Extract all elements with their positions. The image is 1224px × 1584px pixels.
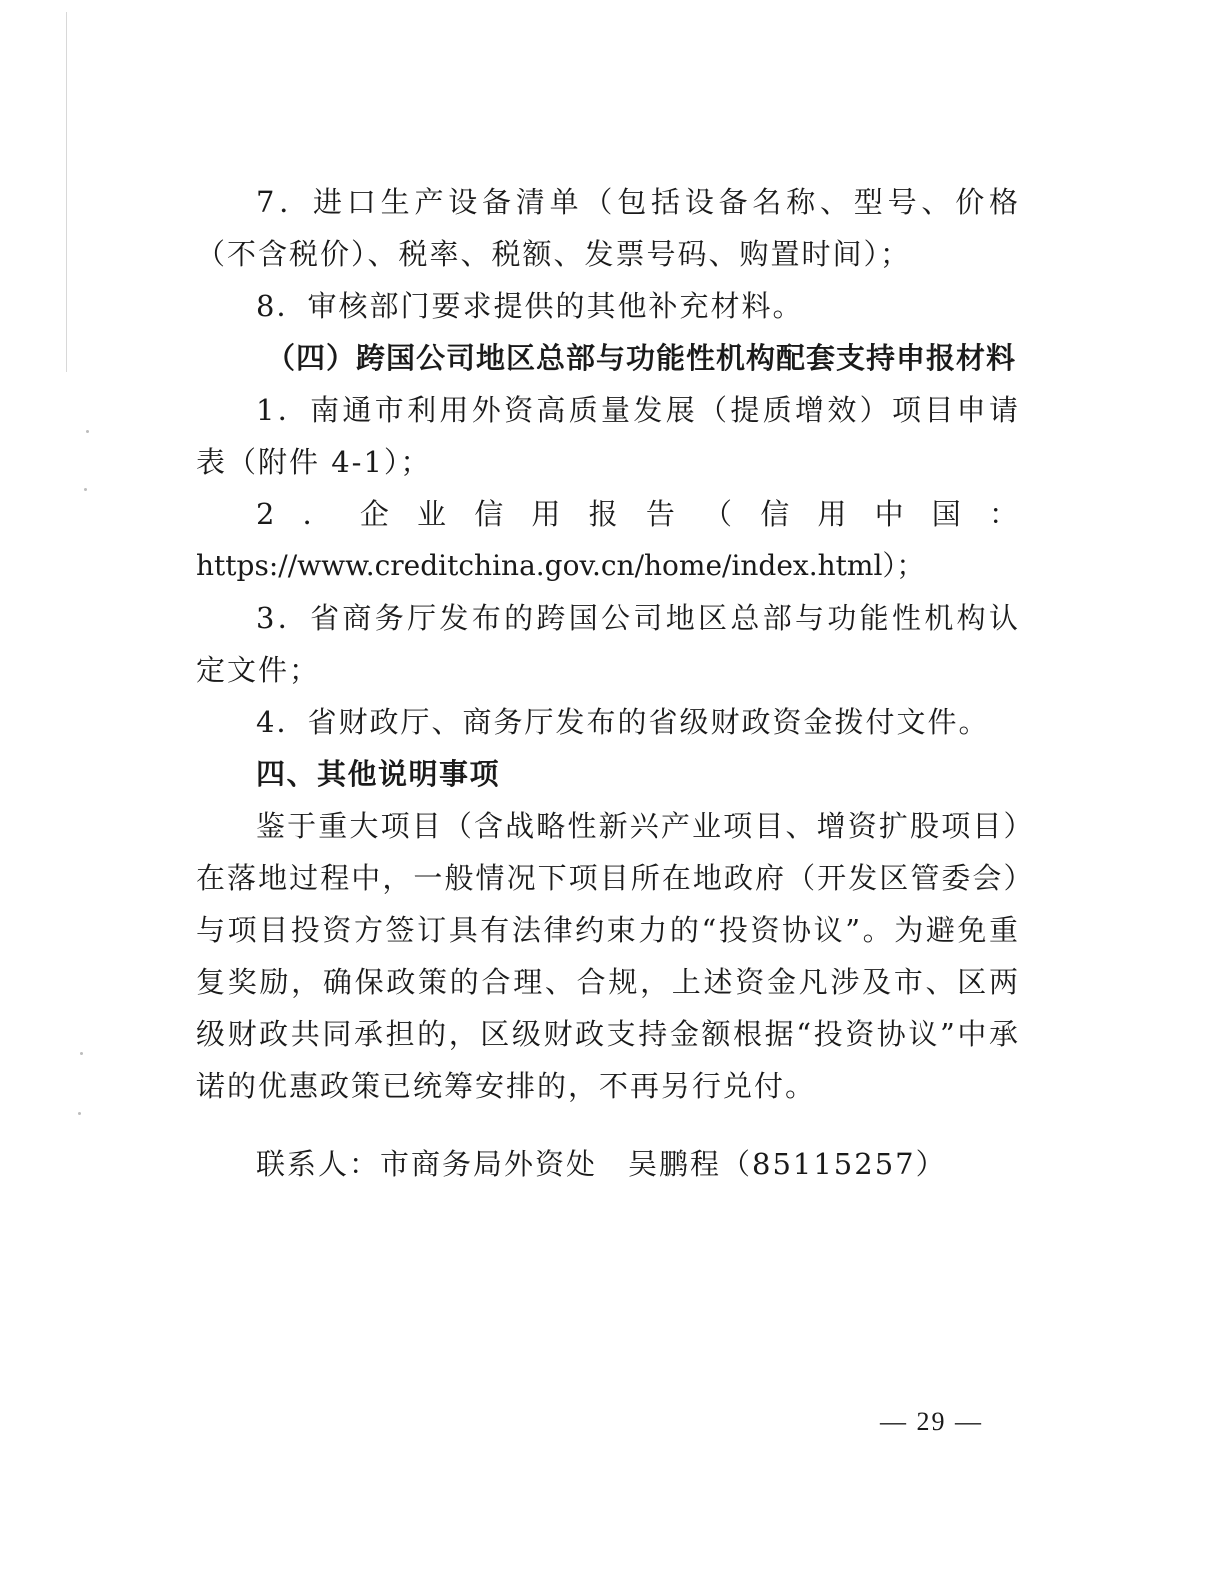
list-item-3: 3．省商务厅发布的跨国公司地区总部与功能性机构认定文件； xyxy=(196,601,1020,687)
contact-line: 联系人：市商务局外资处 吴鹏程（85115257） xyxy=(256,1147,947,1181)
list-item-1: 1．南通市利用外资高质量发展（提质增效）项目申请表（附件 4-1）； xyxy=(196,393,1020,479)
credit-report-url: https://www.creditchina.gov.cn/home/index.html）； xyxy=(196,549,925,582)
notes-paragraph: 鉴于重大项目（含战略性新兴产业项目、增资扩股项目）在落地过程中，一般情况下项目所在地政府（开发区管委会）与项目投资方签订具有法律约束力的“投资协议”。为避免重复奖励，确保政策的合理、合规，上述资金凡涉及市、区两级财政共同承担的，区级财政支持金额根据“投资协议”中承诺的优惠政策已统筹安排的，不再另行兑付。 xyxy=(196,809,1020,1103)
list-item-2: 2．企业信用报告（信用中国： xyxy=(256,497,1020,531)
list-item-8: 8．审核部门要求提供的其他补充材料。 xyxy=(256,289,804,323)
scan-speck xyxy=(84,488,87,491)
section-heading-4: （四）跨国公司地区总部与功能性机构配套支持申报材料 xyxy=(266,341,1017,375)
list-item-4: 4．省财政厅、商务厅发布的省级财政资金拨付文件。 xyxy=(256,705,990,739)
scan-speck xyxy=(86,430,89,433)
page-number: — 29 — xyxy=(880,1407,983,1436)
scan-speck xyxy=(80,1052,83,1055)
list-item-7: 7．进口生产设备清单（包括设备名称、型号、价格（不含税价）、税率、税额、发票号码、购置时间）； xyxy=(196,185,1020,271)
section-heading-other: 四、其他说明事项 xyxy=(256,757,501,791)
scan-edge-line xyxy=(66,12,67,372)
scan-speck xyxy=(78,1112,81,1115)
document-body xyxy=(196,176,1020,1112)
